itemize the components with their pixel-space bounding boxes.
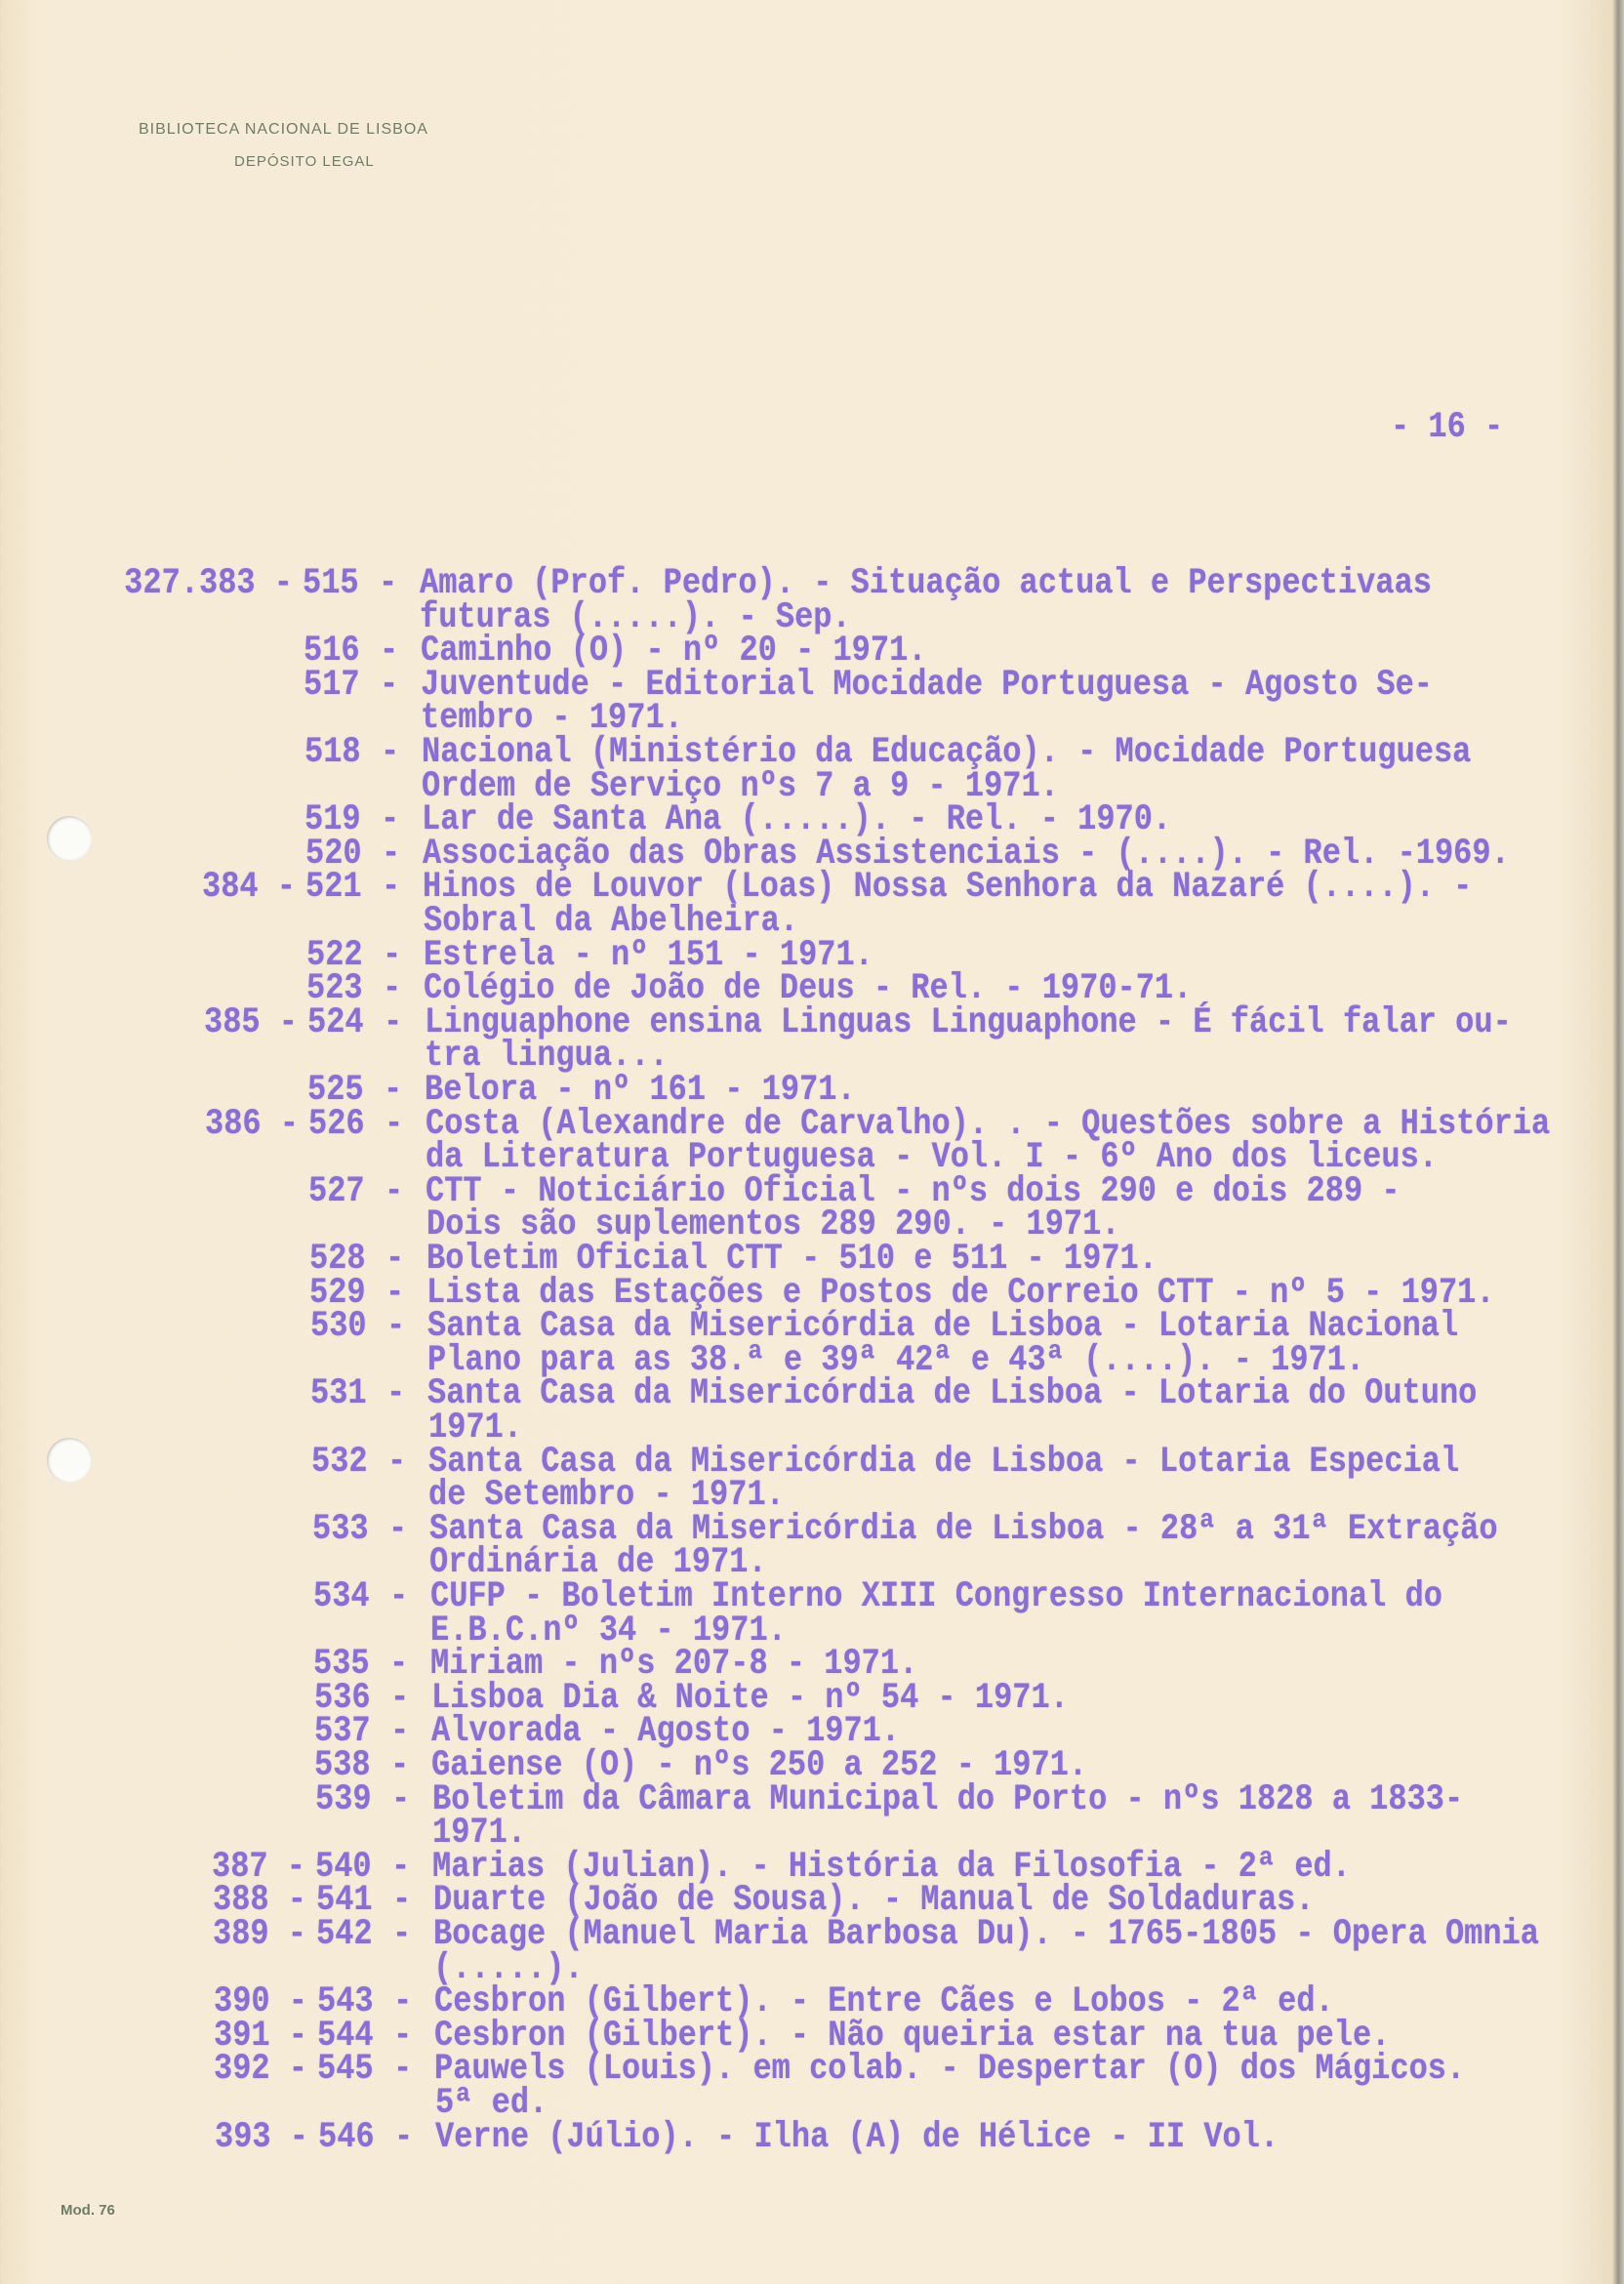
entry-number: 546 (318, 2115, 375, 2157)
entry-text: Juventude - Editorial Mocidade Portuguesa - Agosto Se- (421, 663, 1433, 706)
entry-text: CUFP - Boletim Interno XIII Congresso Internacional do (430, 1574, 1442, 1617)
separator-dash: - (379, 561, 398, 604)
separator-dash: - (382, 866, 401, 908)
separator-dash: - (389, 1574, 409, 1617)
entry-number: 530 (310, 1304, 367, 1347)
entry-text: Cesbron (Gilbert). - Não queiria estar na tua pele. (434, 2014, 1391, 2057)
entry-row (8, 1374, 1624, 1412)
entry-number: 540 (315, 1845, 372, 1888)
entry-text: da Literatura Portuguesa - Vol. I - 6º Ano dos liceus. (426, 1135, 1438, 1178)
class-number: 388 - (212, 1879, 306, 1921)
class-number: 385 - (203, 1000, 298, 1043)
entry-text: Estrela - nº 151 - 1971. (424, 933, 873, 975)
entry-text: Duarte (João de Sousa). - Manual de Soldaduras. (433, 1879, 1315, 1921)
separator-dash: - (389, 1642, 409, 1685)
entry-row (16, 2115, 1624, 2157)
entry-text: Costa (Alexandre de Carvalho). . - Questões sobre a História (426, 1102, 1551, 1144)
separator-dash: - (394, 2115, 414, 2157)
entry-number: 525 (307, 1068, 364, 1111)
entry-row (13, 1777, 1624, 1819)
entry-text: Santa Casa da Misericórdia de Lisboa - 28ª a 31ª Extração (429, 1507, 1498, 1550)
entry-number: 533 (312, 1507, 369, 1550)
entry-text: Miriam - nºs 207-8 - 1971. (430, 1642, 918, 1685)
entry-row (9, 1440, 1624, 1482)
class-number: 386 - (204, 1102, 299, 1144)
entry-text: Boletim da Câmara Municipal do Porto - nºs 1828 a 1833- (432, 1777, 1464, 1819)
entry-text: Pauwels (Louis). em colab. - Despertar (O) dos Mágicos. (434, 2048, 1466, 2090)
entry-number: 528 (309, 1237, 366, 1280)
entry-text: futuras (.....). - Sep. (420, 595, 851, 637)
entry-text: E.B.C.nº 34 - 1971. (430, 1609, 787, 1651)
entry-text: Ordem de Serviço nºs 7 a 9 - 1971. (422, 764, 1059, 806)
separator-dash: - (383, 933, 402, 975)
entry-text: Santa Casa da Misericórdia de Lisboa - Lotaria Nacional (427, 1304, 1459, 1347)
class-number: 327.383 - (124, 561, 293, 604)
entry-row (11, 1574, 1624, 1617)
entry-text: Linguaphone ensina Linguas Linguaphone - É fácil falar ou- (425, 1000, 1512, 1043)
entry-text: 5ª ed. (435, 2081, 548, 2124)
class-number: 384 - (201, 866, 296, 908)
entry-number: 522 (306, 933, 363, 975)
separator-dash: - (393, 2014, 413, 2057)
class-number: 387 - (211, 1845, 305, 1888)
entry-text: Santa Casa da Misericórdia de Lisboa - Lotaria do Outuno (427, 1372, 1478, 1414)
separator-dash: - (391, 1845, 411, 1888)
separator-dash: - (390, 1710, 410, 1752)
entry-text: Associação das Obras Assistenciais - (....). - Rel. -1969. (423, 832, 1510, 875)
entry-row (15, 2050, 1624, 2088)
separator-dash: - (380, 629, 399, 672)
separator-dash: - (392, 1912, 412, 1955)
entry-number: 529 (309, 1271, 366, 1313)
entry-number: 543 (317, 1979, 374, 2022)
entry-number: 519 (304, 797, 361, 840)
entry-text: Plano para as 38.ª e 39ª 42ª e 43ª (....). - 1971. (427, 1338, 1365, 1381)
entry-text: tembro - 1971. (421, 697, 683, 739)
entry-text: Marias (Julian). - História da Filosofia - 2ª ed. (432, 1845, 1351, 1888)
entry-text: 1971. (432, 1811, 527, 1854)
entry-number: 521 (305, 866, 362, 908)
entry-number: 542 (316, 1912, 373, 1955)
class-number: 390 - (213, 1979, 307, 2022)
entry-text: (.....). (433, 1946, 584, 1988)
separator-dash: - (382, 832, 401, 875)
entry-number: 527 (308, 1169, 365, 1212)
page-number: - 16 - (1391, 405, 1504, 448)
entry-text: Verne (Júlio). - Ilha (A) de Hélice - II Vol. (435, 2115, 1279, 2157)
entry-text: Amaro (Prof. Pedro). - Situação actual e Perspectivaas (420, 561, 1432, 604)
entry-number: 541 (316, 1879, 373, 1921)
entry-number: 526 (308, 1102, 365, 1144)
entry-text: Lista das Estações e Postos de Correio CTT - nº 5 - 1971. (426, 1271, 1495, 1313)
separator-dash: - (386, 1237, 405, 1280)
separator-dash: - (383, 966, 402, 1009)
separator-dash: - (386, 1304, 406, 1347)
separator-dash: - (393, 2048, 413, 2090)
separator-dash: - (381, 730, 400, 773)
entry-number: 523 (306, 966, 363, 1009)
letterhead-institution: BIBLIOTECA NACIONAL DE LISBOA (139, 121, 428, 138)
entry-text: Nacional (Ministério da Educação). - Mocidade Portuguesa (422, 730, 1472, 773)
separator-dash: - (380, 663, 399, 706)
separator-dash: - (390, 1743, 410, 1786)
separator-dash: - (393, 1979, 413, 2022)
entry-number: 545 (317, 2048, 374, 2090)
entry-text: Hinos de Louvor (Loas) Nossa Senhora da Nazaré (....). - (423, 866, 1473, 908)
entry-number: 544 (317, 2014, 374, 2057)
entry-number: 516 (304, 629, 360, 672)
entry-text: Ordinária de 1971. (429, 1541, 767, 1583)
entry-number: 518 (304, 730, 361, 773)
class-number: 391 - (213, 2014, 307, 2057)
separator-dash: - (386, 1271, 405, 1313)
separator-dash: - (381, 797, 400, 840)
entry-number: 520 (305, 832, 362, 875)
entry-number: 532 (311, 1440, 368, 1482)
separator-dash: - (386, 1372, 406, 1414)
separator-dash: - (392, 1879, 412, 1921)
separator-dash: - (384, 1068, 403, 1111)
entry-text: Bocage (Manuel Maria Barbosa Du). - 1765-1805 - Opera Omnia (433, 1912, 1539, 1955)
entry-number: 531 (310, 1372, 367, 1414)
separator-dash: - (390, 1676, 410, 1719)
entry-number: 536 (314, 1676, 371, 1719)
letterhead-department: DEPÓSITO LEGAL (234, 153, 375, 170)
entry-number: 515 (303, 561, 359, 604)
separator-dash: - (388, 1507, 408, 1550)
entry-text: CTT - Noticiário Oficial - nºs dois 290 e dois 289 - (426, 1169, 1401, 1212)
entry-text: 1971. (428, 1406, 523, 1448)
separator-dash: - (385, 1102, 404, 1144)
entry-number: 538 (314, 1743, 371, 1786)
entry-number: 535 (313, 1642, 370, 1685)
entry-text: Santa Casa da Misericórdia de Lisboa - Lotaria Especial (428, 1440, 1460, 1482)
entry-number: 517 (304, 663, 360, 706)
class-number: 389 - (212, 1912, 306, 1955)
entry-row (14, 1912, 1624, 1955)
entry-text: Caminho (O) - nº 20 - 1971. (421, 629, 927, 672)
entry-text: Belora - nº 161 - 1971. (425, 1068, 856, 1111)
entry-text: de Setembro - 1971. (428, 1473, 785, 1516)
entry-number: 524 (307, 1000, 364, 1043)
entry-text: Colégio de João de Deus - Rel. - 1970-71. (424, 966, 1193, 1009)
class-number: 393 - (214, 2115, 308, 2157)
entry-text: Alvorada - Agosto - 1971. (431, 1710, 901, 1752)
class-number: 392 - (213, 2048, 307, 2090)
separator-dash: - (384, 1000, 403, 1043)
entry-text: Lar de Santa Ana (.....). - Rel. - 1970. (422, 797, 1172, 840)
entry-text: Boletim Oficial CTT - 510 e 511 - 1971. (426, 1237, 1157, 1280)
entry-text: Sobral da Abelheira. (424, 899, 799, 942)
entry-text: tra lingua... (425, 1035, 669, 1077)
entry-text: Lisboa Dia & Noite - nº 54 - 1971. (431, 1676, 1069, 1719)
entry-number: 539 (315, 1777, 372, 1819)
entry-text: Dois são suplementos 289 290. - 1971. (426, 1203, 1120, 1245)
separator-dash: - (391, 1777, 411, 1819)
entry-number: 534 (313, 1574, 370, 1617)
separator-dash: - (385, 1169, 404, 1212)
entry-text: Gaiense (O) - nºs 250 a 252 - 1971. (431, 1743, 1088, 1786)
entry-number: 537 (314, 1710, 371, 1752)
entry-text: Cesbron (Gilbert). - Entre Cães e Lobos - 2ª ed. (434, 1979, 1334, 2022)
entry-row (3, 868, 1624, 906)
separator-dash: - (387, 1440, 407, 1482)
form-code: Mod. 76 (61, 2202, 115, 2219)
